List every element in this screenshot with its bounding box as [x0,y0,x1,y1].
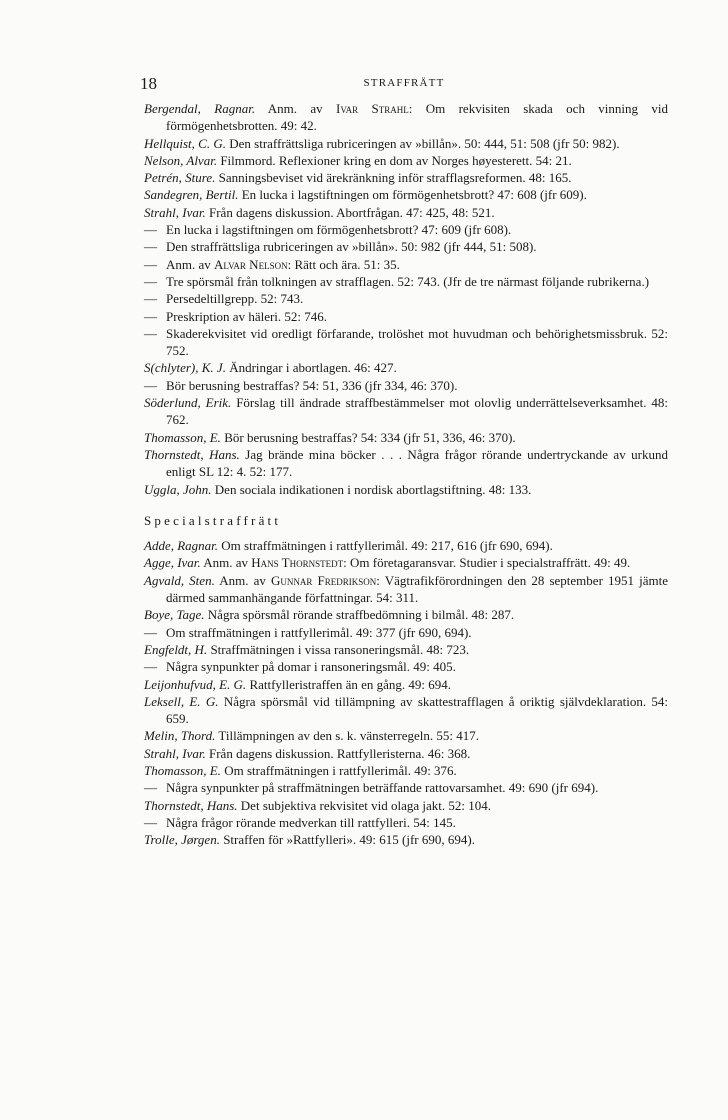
bibliography-entry [144,831,668,848]
review-prefix: Anm. av [203,555,249,571]
bibliography-entry [144,100,668,135]
bibliography-entry [144,745,668,762]
running-title: STRAFFRÄTT [363,77,445,89]
entry-author: Boye, Tage. [144,607,205,623]
bibliography-entry [144,394,668,429]
bibliography-entry [144,325,668,360]
ditto-dash: — [144,659,157,675]
entry-text: Några frågor rörande medverkan till rattfylleri. 54: 145. [166,814,456,830]
bibliography-entry [144,377,668,394]
bibliography-entry [144,290,668,307]
bibliography-entry [144,814,668,831]
entry-text: Bör berusning bestraffas? 54: 334 (jfr 51, 336, 46: 370). [224,429,516,445]
entry-author: Hellquist, C. G. [144,135,226,151]
bibliography-list-general [144,100,668,498]
bibliography-entry [144,481,668,498]
ditto-dash: — [144,814,157,830]
entry-author: Bergendal, Ragnar. [144,101,256,116]
bibliography-entry [144,429,668,446]
entry-text: Från dagens diskussion. Rattfylleristerna. 46: 368. [209,745,471,761]
bibliography-entry [144,273,668,290]
entry-author: Agge, Ivar. [144,555,201,571]
entry-text: Några spörsmål vid tillämpning av skattestrafflagen å oriktig självdeklaration. 54: 659. [166,693,669,727]
entry-text: Förslag till ändrade straffbestämmelser mot olovlig underrättelseverksamhet. 48: 762. [166,395,668,428]
entry-text: Det subjektiva rekvisitet vid olaga jakt. 52: 104. [240,797,491,813]
entry-author: Uggla, John. [144,481,212,497]
entry-text: Om straffmätningen i rattfyllerimål. 49: 377 (jfr 690, 694). [166,624,472,640]
ditto-dash: — [144,308,157,324]
bibliography-entry [144,152,668,169]
ditto-dash: — [144,624,157,640]
entry-author: Nelson, Alvar. [144,152,218,168]
bibliography-entry [144,727,668,744]
entry-author: Melin, Thord. [144,728,216,744]
entry-author: Strahl, Ivar. [144,745,206,761]
ditto-dash: — [144,377,157,393]
entry-text: Den sociala indikationen i nordisk abortlagstiftning. 48: 133. [214,481,532,497]
entry-text: Sanningsbeviset vid ärekränkning inför strafflagsreformen. 48: 165. [218,170,572,186]
entry-author: Engfeldt, H. [144,641,208,657]
bibliography-entry [144,204,668,221]
entry-author: Agvald, Sten. [144,572,215,588]
bibliography-entry [144,676,668,693]
bibliography-content [144,100,668,848]
entry-text: Tre spörsmål från tolkningen av strafflagen. 52: 743. (Jfr de tre närmast följande rubrikerna.) [166,273,650,289]
ditto-dash: — [144,291,157,307]
bibliography-entry [144,779,668,796]
bibliography-entry [144,169,668,186]
entry-text: Ändringar i abortlagen. 46: 427. [229,360,397,376]
bibliography-entry [144,554,668,571]
reviewer-name: Hans Thornstedt: [251,555,347,571]
bibliography-entry [144,186,668,203]
bibliography-entry [144,797,668,814]
entry-author: Leijonhufvud, E. G. [144,676,247,692]
entry-text: Skaderekvisitet vid oredligt förfarande, trolöshet mot huvudman och behörighetsmissbruk. 52: 752. [166,325,668,359]
reviewer-name: Gunnar Fredrikson: [270,572,380,588]
entry-author: Leksell, E. G. [144,693,219,709]
entry-text: Om företagaransvar. Studier i specialstraffrätt. 49: 49. [349,555,631,571]
entry-author: Strahl, Ivar. [144,204,206,220]
entry-author: S(chlyter), K. J. [144,360,226,376]
entry-author: Petrén, Sture. [144,170,216,186]
entry-author: Thomasson, E. [144,429,221,445]
reviewer-name: Alvar Nelson: [214,256,292,272]
bibliography-entry [144,624,668,641]
entry-text: Jag brände mina böcker . . . Några frågor rörande undertryckande av urkund enligt SL 12: 4. 52: 177. [166,446,668,480]
section-heading: Specialstraffrätt [144,512,282,528]
entry-text: Om rekvisiten skada och vinning vid förmögenhetsbrotten. 49: 42. [166,101,668,134]
entry-text: Rätt och ära. 51: 35. [294,256,400,272]
ditto-dash: — [144,325,157,341]
bibliography-entry [144,572,668,607]
entry-text: En lucka i lagstiftningen om förmögenhetsbrott? 47: 608 (jfr 609). [241,187,587,203]
entry-text: Persedeltillgrepp. 52: 743. [166,291,304,307]
bibliography-entry [144,762,668,779]
review-prefix: Anm. av [166,256,211,272]
entry-author: Thomasson, E. [144,762,221,778]
reviewer-name: Ivar Strahl: [336,101,413,116]
ditto-dash: — [144,273,157,289]
entry-text: Preskription av häleri. 52: 746. [166,308,328,324]
bibliography-entry [144,658,668,675]
ditto-dash: — [144,222,157,238]
entry-author: Trolle, Jørgen. [144,832,220,848]
review-prefix: Anm. av [219,572,266,588]
entry-text: Några synpunkter på domar i ransoneringsmål. 49: 405. [166,659,456,675]
bibliography-entry [144,446,668,481]
entry-text: Den straffrättsliga rubriceringen av »billån». 50: 982 (jfr 444, 51: 508). [166,239,537,255]
entry-text: Vägtrafikförordningen den 28 september 1951 jämte därmed sammanhängande författningar. 54: 311. [166,572,668,606]
bibliography-entry [144,256,668,273]
page-header [140,74,668,96]
entry-author: Söderlund, Erik. [144,395,232,411]
entry-author: Thornstedt, Hans. [144,797,238,813]
entry-text: Tillämpningen av den s. k. vänsterregeln. 55: 417. [218,728,479,744]
bibliography-entry [144,308,668,325]
bibliography-entry [144,537,668,554]
bibliography-list-special [144,537,668,848]
entry-author: Sandegren, Bertil. [144,187,239,203]
entry-text: Några synpunkter på straffmätningen beträffande rattovarsamhet. 49: 690 (jfr 694). [166,780,599,796]
entry-text: Straffen för »Rattfylleri». 49: 615 (jfr 690, 694). [223,832,475,848]
ditto-dash: — [144,239,157,255]
bibliography-entry [144,641,668,658]
bibliography-entry [144,221,668,238]
entry-author: Adde, Ragnar. [144,538,219,554]
entry-text: Straffmätningen i vissa ransoneringsmål. 48: 723. [210,641,470,657]
entry-text: Den straffrättsliga rubriceringen av »billån». 50: 444, 51: 508 (jfr 50: 982). [229,135,620,151]
entry-author: Thornstedt, Hans. [144,446,240,462]
review-prefix: Anm. av [267,101,323,116]
bibliography-entry [144,238,668,255]
entry-text: Bör berusning bestraffas? 54: 51, 336 (jfr 334, 46: 370). [166,377,458,393]
entry-text: Filmmord. Reflexioner kring en dom av Norges høyesterett. 54: 21. [220,152,572,168]
entry-text: En lucka i lagstiftningen om förmögenhetsbrott? 47: 609 (jfr 608). [166,222,512,238]
entry-text: Från dagens diskussion. Abortfrågan. 47: 425, 48: 521. [209,204,495,220]
entry-text: Rattfylleristraffen än en gång. 49: 694. [249,676,452,692]
bibliography-entry [144,693,668,728]
bibliography-entry [144,606,668,623]
bibliography-entry [144,359,668,376]
page-number: 18 [140,74,157,93]
entry-text: Om straffmätningen i rattfyllerimål. 49: 376. [224,762,457,778]
entry-text: Några spörsmål rörande straffbedömning i bilmål. 48: 287. [207,607,515,623]
ditto-dash: — [144,780,157,796]
bibliography-entry [144,135,668,152]
ditto-dash: — [144,256,157,272]
entry-text: Om straffmätningen i rattfyllerimål. 49: 217, 616 (jfr 690, 694). [221,538,553,554]
